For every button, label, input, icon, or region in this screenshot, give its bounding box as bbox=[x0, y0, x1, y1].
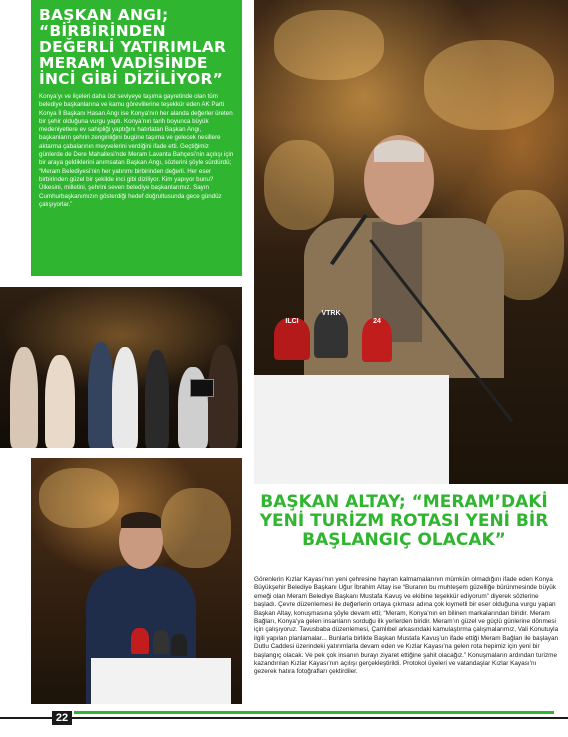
mic-label: VTRK bbox=[321, 310, 341, 317]
cave-rock-highlight bbox=[161, 488, 231, 568]
quote-box bbox=[31, 0, 242, 276]
crowd-person bbox=[45, 355, 75, 448]
podium bbox=[254, 375, 449, 484]
cave-rock-highlight bbox=[39, 468, 119, 528]
mic-label: ILCI bbox=[285, 318, 299, 325]
microphone-icon bbox=[362, 318, 392, 362]
article-body: Görenlerin Kızlar Kayası’nın yeni çehresine hayran kalmamalarının mümkün olmadığını ifade eden Konya Büyükşehir Belediye Başkanı Uğur İbrahim Altay ise “Buranın bu muhteşem güzelliğe bürünmesinde büyük emeği olan Meram Belediye Başkanı Mustafa Kavuş ve ekibine teşekkür ediyorum” diyerek sözlerine başladı. Çevre düzenlemesi ile değerlerin ortaya çıkması adına çok kıymetli bir eser olduğuna vurgu yapan Başkan Altay, konuşmasına şöyle devam etti; “Meram, Konya’nın en bilinen markalarından biridir. Meram Bağları, Konya’ya gelen insanların sorduğu ilk yerlerden biridir. Meram’ın güzel ve güçlü günlerine dönmesi için çalışıyoruz. Tavusbaba düzenlemesi, Çamlıbel arkasındaki kamulaştırma çalışmalarımız, Vali Konutuyla ilgili yapılan planlamalar... Bunlarla birlikte Başkan Mustafa Kavuş’un ifade ettiği Meram Bağları ile başlayan Dutlu Caddesi üzerindeki yatırımlarla devam eden ve Kızlar Kayası’na gelen rota hepimiz için yeni bir başlangıç olacak. Ve pek çok insanın burayı ziyaret ettiğine şahit olacağız.” Konuşmaların ardından turizme kazandırılan Kızlar Kayası’nın açılışı gerçekleştirildi. Protokol üyeleri ve vatandaşlar Kızlar Kayası’nı gezerek hatıra fotoğrafları çektirdiler. bbox=[254, 576, 559, 676]
podium bbox=[91, 658, 231, 704]
crowd-photo bbox=[0, 287, 242, 448]
phone-icon bbox=[190, 379, 214, 397]
crowd-person bbox=[10, 347, 38, 448]
footer-green-rule bbox=[74, 711, 554, 714]
quote-box-title: BAŞKAN ANGI; “BİRBİRİNDEN DEĞERLİ YATIRIMLAR MERAM VADİSİNDE İNCİ GİBİ DİZİLİYOR” bbox=[39, 6, 227, 88]
crowd-person bbox=[88, 342, 114, 448]
microphone-icon bbox=[314, 310, 348, 358]
speaker-hair bbox=[121, 512, 161, 528]
footer-rule bbox=[0, 717, 568, 719]
article-title: BAŞKAN ALTAY; “MERAM’DAKİ YENİ TURİZM ROTASI YENİ BİR BAŞLANGIÇ OLACAK” bbox=[259, 492, 549, 550]
second-speaker-photo bbox=[31, 458, 242, 704]
crowd-person bbox=[112, 347, 138, 448]
crowd-person bbox=[145, 350, 169, 448]
speaker-hair bbox=[374, 140, 424, 162]
mic-label: 24 bbox=[373, 318, 381, 325]
microphone-icon bbox=[153, 630, 169, 654]
quote-box-body: Konya’yı ve ilçeleri daha üst seviyeye taşıma gayretinde olan tüm belediye başkanlarına ve kamu görevlilerine teşekkür eden AK Parti Konya İl Başkanı Hasan Angı ise Konya’nın her alanda değerler üreten bir şehir olduğuna vurgu yaptı. Konya’nın tarih boyunca büyük medeniyetlere ev sahipliği yaptığını hatırlatan Başkan Angı, başkanların şehrin zenginliğini bugüne taşıma ve gelecek nesillere aktarma çabalarının meyvelerini verdiğini ifade etti. Geçtiğimiz günlerde de Dere Mahallesi’nde Meram Lavanta Bahçesi’nin açılışı için bir araya geldiklerini anımsatan Başkan Angı, sözlerini şöyle sürdürdü; “Meram Belediyesi’nin her yatırımı birbirinden değerli. Her eser birbirinden güzel bir şekilde inci gibi diziliyor. Kim yapıyor bunu? Ülkesini, milletini, şehrini seven belediye başkanlarımız. Sayın Cumhurbaşkanımızın gösterdiği hedef doğrultusunda gece gündüz çalışıyorlar.” bbox=[39, 93, 234, 208]
microphone-icon bbox=[171, 634, 187, 656]
microphone-icon bbox=[131, 628, 149, 654]
page-number: 22 bbox=[52, 711, 72, 725]
cave-rock-highlight bbox=[274, 10, 384, 80]
cave-rock-highlight bbox=[424, 40, 554, 130]
main-speaker-photo bbox=[254, 0, 568, 484]
microphone-icon bbox=[274, 318, 310, 360]
cave-rock-highlight bbox=[264, 140, 334, 230]
